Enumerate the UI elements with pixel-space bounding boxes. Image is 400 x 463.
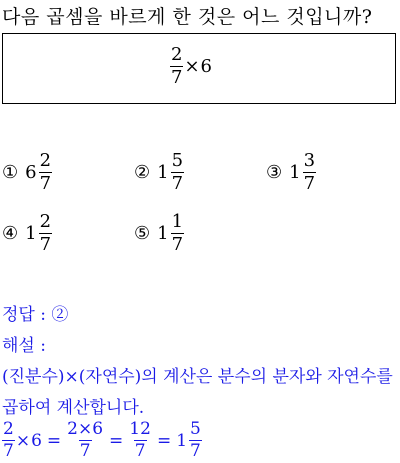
choice-3-mark: ③ (266, 162, 283, 183)
choice-4-fraction (39, 213, 52, 254)
choice-1-whole: 6 (25, 162, 37, 183)
choice-1-fraction (39, 152, 52, 193)
calc-multiplier: 6 (31, 430, 42, 451)
calc-fraction-3-numerator: 12 (129, 419, 151, 439)
calc-fraction-1-denominator: 7 (3, 441, 14, 461)
choice-5[interactable] (134, 213, 184, 254)
problem-fraction (170, 46, 183, 87)
choice-3[interactable] (266, 152, 316, 193)
choice-5-whole: 1 (157, 223, 169, 244)
problem-expression (170, 46, 212, 87)
calc-fraction-4-numerator: 5 (190, 419, 201, 439)
calc-equals-1: = (46, 430, 62, 451)
choice-4-whole: 1 (25, 223, 37, 244)
calc-fraction-2 (66, 421, 104, 460)
choice-4-numerator: 2 (39, 211, 52, 232)
choice-2-fraction (171, 152, 184, 193)
choice-3-numerator: 3 (303, 150, 316, 171)
choice-2[interactable] (134, 152, 184, 193)
explanation-line-2: 곱하여 계산합니다. (2, 398, 145, 418)
choice-3-fraction (303, 152, 316, 193)
choice-1-denominator: 7 (39, 173, 52, 194)
choice-1-numerator: 2 (39, 150, 52, 171)
times-sign: × (184, 56, 200, 77)
choice-5-fraction (171, 213, 184, 254)
calc-fraction-3-denominator: 7 (134, 441, 146, 461)
choice-4[interactable] (2, 213, 52, 254)
answer-value: ② (51, 305, 69, 325)
choice-2-numerator: 5 (171, 150, 184, 171)
explanation-line-1: (진분수)×(자연수)의 계산은 분수의 분자와 자연수를 (2, 367, 393, 387)
explanation-label: 해설 : (2, 336, 46, 356)
choice-4-mark: ④ (2, 223, 19, 244)
choice-5-numerator: 1 (171, 211, 184, 232)
explanation-calculation (2, 421, 202, 460)
calc-fraction-1 (2, 421, 15, 460)
choice-4-denominator: 7 (39, 234, 52, 255)
choice-3-denominator: 7 (303, 173, 316, 194)
calc-fraction-2-denominator: 7 (79, 441, 91, 461)
problem-numerator: 2 (171, 44, 183, 65)
calc-fraction-4-denominator: 7 (190, 441, 201, 461)
choice-2-denominator: 7 (171, 173, 184, 194)
choice-1-mark: ① (2, 162, 19, 183)
calc-times-sign: × (15, 430, 31, 451)
calc-equals-2: = (109, 430, 124, 451)
problem-multiplier: 6 (200, 56, 212, 77)
calc-fraction-4 (189, 421, 202, 460)
calc-whole: 1 (176, 430, 188, 451)
choice-1[interactable] (2, 152, 52, 193)
choice-3-whole: 1 (289, 162, 301, 183)
calc-fraction-2-numerator: 2×6 (67, 419, 104, 439)
choice-5-denominator: 7 (171, 234, 184, 255)
choice-5-mark: ⑤ (134, 223, 151, 244)
answer-line (2, 300, 68, 325)
calc-equals-3: = (156, 430, 172, 451)
problem-denominator: 7 (171, 67, 183, 88)
choice-2-whole: 1 (157, 162, 169, 183)
question-text: 다음 곱셈을 바르게 한 것은 어느 것입니까? (2, 6, 373, 28)
calc-fraction-3 (128, 421, 152, 460)
calc-fraction-1-numerator: 2 (3, 419, 14, 439)
choice-2-mark: ② (134, 162, 151, 183)
answer-label: 정답 : (2, 305, 52, 325)
